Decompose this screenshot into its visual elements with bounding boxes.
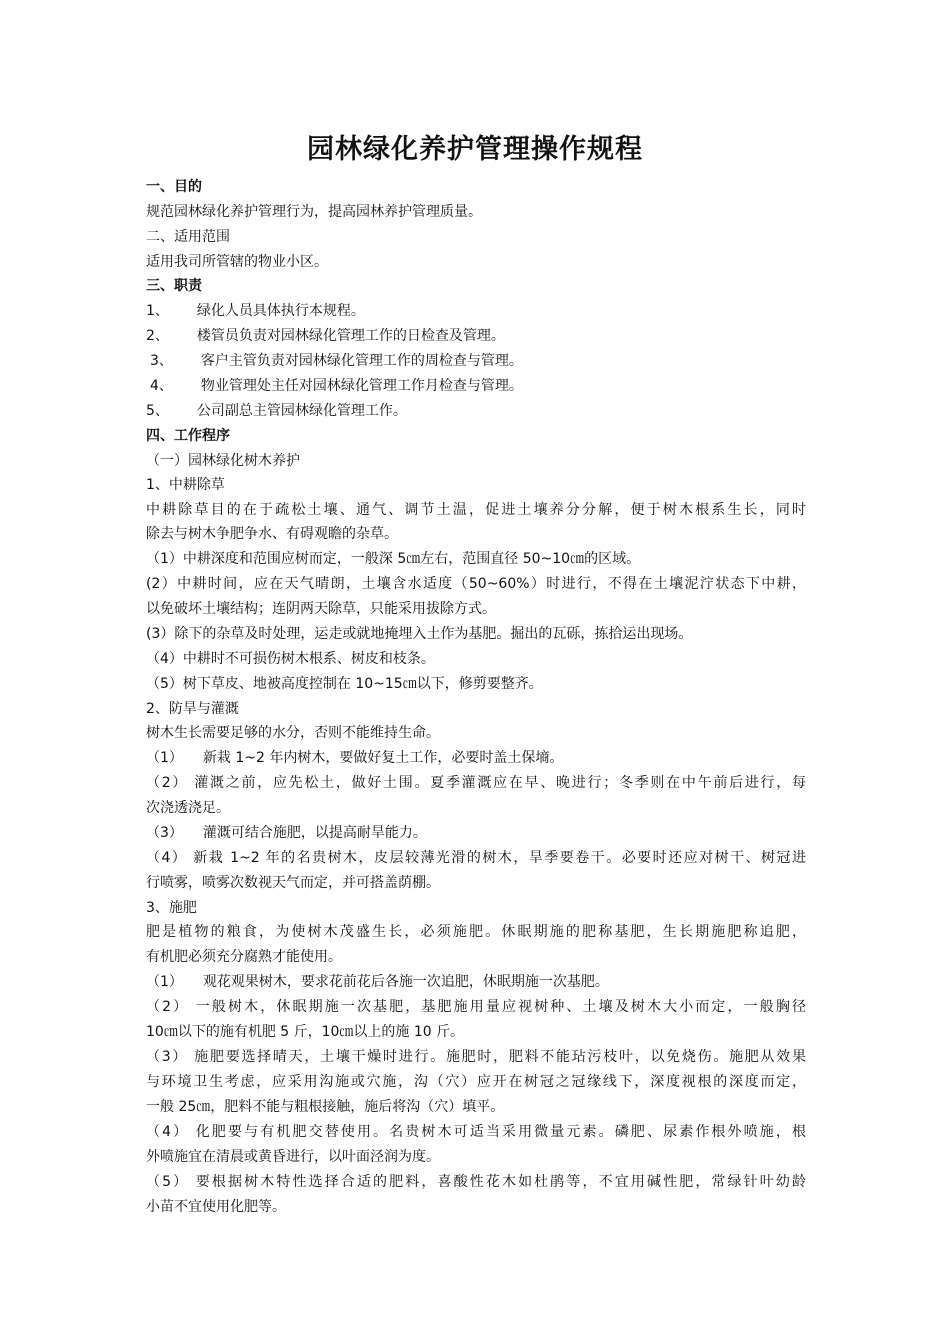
duty-item [146,399,407,423]
paragraph-line: （2） 一般树木，休眠期施一次基肥，基肥施用量应视树种、土壤及树木大小而定，一般胸径 [146,999,806,1015]
item-heading-weeding: 1、中耕除草 [146,477,225,493]
duty-text: 楼管员负责对园林绿化管理工作的日检查及管理。 [196,328,505,344]
paragraph-line: 10㎝以下的施有机肥 5 斤，10㎝以上的施 10 斤。 [146,1024,465,1040]
subsection-heading-tree-care: （一）园林绿化树木养护 [146,453,300,469]
paragraph-line: 以免破坏土壤结构；连阴两天除草，只能采用拔除方式。 [146,601,496,617]
duty-text: 绿化人员具体执行本规程。 [196,303,365,319]
duty-number: 4、 [150,378,173,394]
paragraph-line: （3） 施肥要选择晴天，土壤干燥时进行。施肥时，肥料不能玷污枝叶，以免烧伤。施肥从效果 [146,1049,806,1065]
duty-item [150,349,523,373]
paragraph-line: （3） 灌溉可结合施肥，以提高耐旱能力。 [146,825,427,841]
duty-item [150,374,523,398]
duty-number: 5、 [146,403,169,419]
duty-item [146,324,505,348]
paragraph-line: （5）树下草皮、地被高度控制在 10~15㎝以下，修剪要整齐。 [146,676,543,692]
paragraph-line: （5） 要根据树木特性选择合适的肥料，喜酸性花木如杜鹃等，不宜用碱性肥，常绿针叶幼龄 [146,1174,806,1190]
paragraph-line: （4） 新栽 1~2 年的名贵树木，皮层较薄光滑的树木，旱季要卷干。必要时还应对树干、树冠进 [146,850,806,866]
paragraph-line: 有机肥必须充分腐熟才能使用。 [146,949,342,965]
paragraph-line: (2）中耕时间，应在天气晴朗，土壤含水适度（50~60%）时进行，不得在土壤泥泞状态下中耕， [146,576,806,592]
paragraph-line: 与环境卫生考虑，应采用沟施或穴施，沟（穴）应开在树冠之冠缘线下，深度视根的深度而定， [146,1074,806,1090]
paragraph-line: （2） 灌溉之前，应先松土，做好土围。夏季灌溉应在早、晚进行；冬季则在中午前后进行，每 [146,775,806,791]
section-heading-scope: 二、适用范围 [146,229,230,245]
paragraph-line: 树木生长需要足够的水分，否则不能维持生命。 [146,725,440,741]
paragraph-line: 中耕除草目的在于疏松土壤、通气、调节土温，促进土壤养分分解，便于树木根系生长，同时 [146,502,806,518]
paragraph-line: 次浇透浇足。 [146,800,230,816]
item-heading-irrigation: 2、防旱与灌溉 [146,701,239,717]
duty-number: 2、 [146,328,169,344]
paragraph-line: （1） 观花观果树木，要求花前花后各施一次追肥，休眠期施一次基肥。 [146,974,609,990]
paragraph-line: （4） 化肥要与有机肥交替使用。名贵树木可适当采用微量元素。磷肥、尿素作根外喷施，根 [146,1124,806,1140]
paragraph-line: 行喷雾，喷雾次数视天气而定，并可搭盖荫棚。 [146,875,440,891]
duty-number: 3、 [150,353,173,369]
paragraph-line: 除去与树木争肥争水、有碍观瞻的杂草。 [146,526,398,542]
duty-text: 公司副总主管园林绿化管理工作。 [196,403,407,419]
paragraph-line: （1） 新栽 1~2 年内树木，要做好复土工作，必要时盖土保墒。 [146,750,564,766]
duty-text: 客户主管负责对园林绿化管理工作的周检查与管理。 [200,353,523,369]
paragraph-line: 外喷施宜在清晨或黄昏进行，以叶面泾润为度。 [146,1149,440,1165]
duty-number: 1、 [146,303,169,319]
duty-item [146,299,365,323]
item-heading-fertilizing: 3、施肥 [146,900,197,916]
paragraph-line: 小苗不宜使用化肥等。 [146,1199,286,1215]
purpose-text: 规范园林绿化养护管理行为，提高园林养护管理质量。 [146,204,482,220]
section-heading-duties: 三、职责 [146,278,202,294]
paragraph-line: （1）中耕深度和范围应树而定，一般深 5㎝左右，范围直径 50~10㎝的区域。 [146,551,641,567]
duty-text: 物业管理处主任对园林绿化管理工作月检查与管理。 [200,378,523,394]
section-heading-procedure: 四、工作程序 [146,428,230,444]
paragraph-line: (3）除下的杂草及时处理，运走或就地掩埋入土作为基肥。掘出的瓦砾，拣拾运出现场。 [146,626,693,642]
section-heading-purpose: 一、目的 [146,179,202,195]
paragraph-line: （4）中耕时不可损伤树木根系、树皮和枝条。 [146,651,435,667]
scope-text: 适用我司所管辖的物业小区。 [146,254,328,270]
document-title: 园林绿化养护管理操作规程 [307,134,643,165]
paragraph-line: 肥是植物的粮食，为使树木茂盛生长，必须施肥。休眠期施的肥称基肥，生长期施肥称追肥， [146,924,806,940]
paragraph-line: 一般 25㎝，肥料不能与粗根接触，施后将沟（穴）填平。 [146,1099,505,1115]
